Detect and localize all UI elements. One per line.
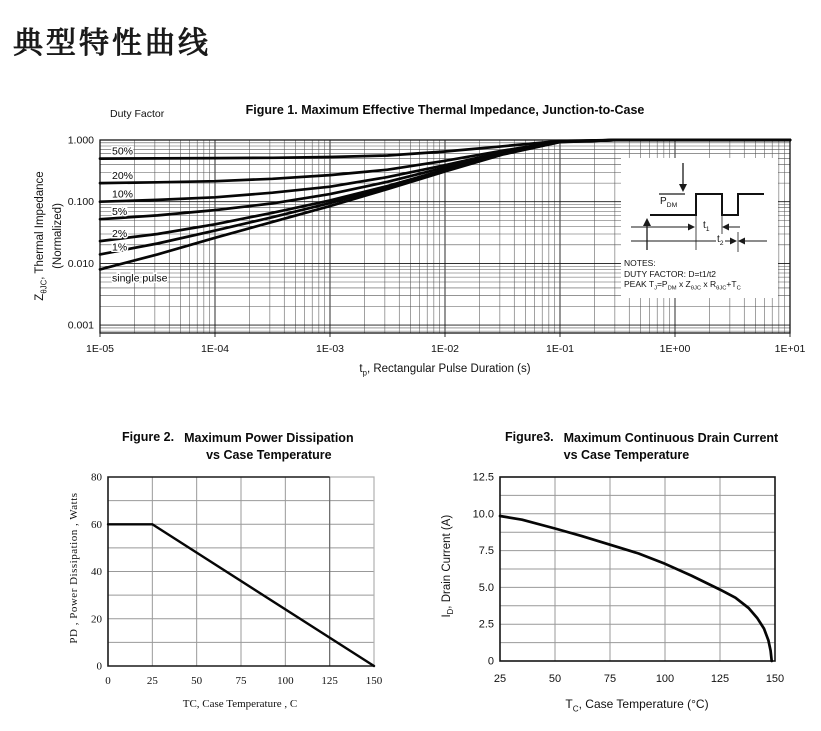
svg-text:1E-03: 1E-03 <box>315 343 345 355</box>
t2-label: $t_2$ <box>717 234 724 247</box>
svg-text:75: 75 <box>603 673 617 685</box>
svg-text:25: 25 <box>146 675 158 687</box>
fig3-y-axis-label: $I_D$, Drain Current (A) <box>440 514 456 618</box>
pulse-waveform-drawing <box>621 158 778 258</box>
pdm-label: $P_{DM}$ <box>660 196 678 209</box>
svg-text:20%: 20% <box>112 170 134 183</box>
fig1-notes <box>624 258 777 294</box>
svg-text:single pulse: single pulse <box>112 272 168 285</box>
svg-text:40: 40 <box>91 566 102 578</box>
svg-text:125: 125 <box>321 675 338 687</box>
notes-duty-factor: DUTY FACTOR: D=t1/t2 <box>624 268 717 279</box>
svg-text:5%: 5% <box>112 206 128 219</box>
fig2-title-line1: Maximum Power Dissipation <box>184 431 354 445</box>
notes-peak-tj-formula: PEAK $T_J=P_{DM}$ x $Z_{\theta JC}$ x $R_{\theta JC}+T_C$ <box>624 279 741 292</box>
fig3-title <box>505 430 778 464</box>
fig2-title <box>122 430 354 464</box>
fig1-duty-factor-label: Duty Factor <box>110 108 165 120</box>
svg-text:1E-05: 1E-05 <box>85 343 115 355</box>
fig1-inset-pulse-diagram <box>621 158 778 298</box>
svg-text:50: 50 <box>548 673 562 685</box>
svg-text:5.0: 5.0 <box>478 581 494 594</box>
fig1-title: Figure 1. Maximum Effective Thermal Impedance, Junction-to-Case <box>245 103 645 117</box>
svg-text:60: 60 <box>91 518 102 531</box>
svg-text:0: 0 <box>105 675 111 687</box>
fig3-drain-current-chart <box>448 468 793 703</box>
svg-text:125: 125 <box>710 673 730 685</box>
fig1-y-axis-label-line2: (Normalized) <box>52 203 65 269</box>
svg-text:25: 25 <box>493 673 507 685</box>
fig1-y-axis-label-line1: $Z_{\theta JC}$, Thermal Impedance <box>34 171 49 301</box>
svg-text:0: 0 <box>96 660 102 673</box>
fig3-title-line1: Maximum Continuous Drain Current <box>563 431 779 445</box>
svg-text:1.000: 1.000 <box>67 134 94 147</box>
svg-text:12.5: 12.5 <box>472 471 494 484</box>
svg-text:1E-01: 1E-01 <box>545 343 575 355</box>
fig1-x-axis-label: $t_p$, Rectangular Pulse Duration (s) <box>359 363 531 378</box>
svg-text:80: 80 <box>91 471 102 484</box>
svg-text:0.100: 0.100 <box>67 196 94 209</box>
svg-text:1E-02: 1E-02 <box>430 343 460 355</box>
fig2-figure-label: Figure 2. <box>122 430 175 444</box>
svg-text:1E+00: 1E+00 <box>659 343 691 355</box>
svg-text:0: 0 <box>487 655 494 668</box>
svg-text:100: 100 <box>655 673 675 685</box>
svg-text:2%: 2% <box>112 228 128 241</box>
svg-text:10.0: 10.0 <box>472 508 494 521</box>
fig2-power-dissipation-chart <box>84 468 404 703</box>
page-title: 典型特性曲线 <box>13 26 211 61</box>
fig2-x-axis-label: TC, Case Temperature , C <box>182 698 298 710</box>
notes-title: NOTES: <box>624 258 656 268</box>
t1-label: $t_1$ <box>703 220 710 233</box>
svg-text:2.5: 2.5 <box>478 618 494 631</box>
svg-text:20: 20 <box>91 613 102 626</box>
svg-text:150: 150 <box>365 675 383 687</box>
svg-text:75: 75 <box>235 675 247 687</box>
svg-text:1%: 1% <box>112 241 128 254</box>
svg-text:7.5: 7.5 <box>478 545 494 558</box>
svg-text:1E-04: 1E-04 <box>200 343 230 355</box>
fig3-figure-label: Figure3. <box>505 430 554 444</box>
svg-text:150: 150 <box>765 673 785 685</box>
fig3-x-axis-label: $T_C$, Case Temperature (°C) <box>565 697 709 714</box>
fig1-y-axis-label <box>33 126 63 346</box>
svg-text:1E+01: 1E+01 <box>774 343 806 355</box>
svg-text:0.010: 0.010 <box>67 257 94 270</box>
svg-text:100: 100 <box>277 675 294 687</box>
fig2-title-line2: vs Case Temperature <box>206 448 332 462</box>
svg-text:50: 50 <box>191 675 203 687</box>
fig2-y-axis-label: PD , Power Dissipation , Watts <box>68 492 80 644</box>
svg-text:50%: 50% <box>112 145 134 158</box>
svg-text:0.001: 0.001 <box>67 319 94 332</box>
fig3-title-line2: vs Case Temperature <box>563 448 690 462</box>
svg-text:10%: 10% <box>112 188 134 201</box>
